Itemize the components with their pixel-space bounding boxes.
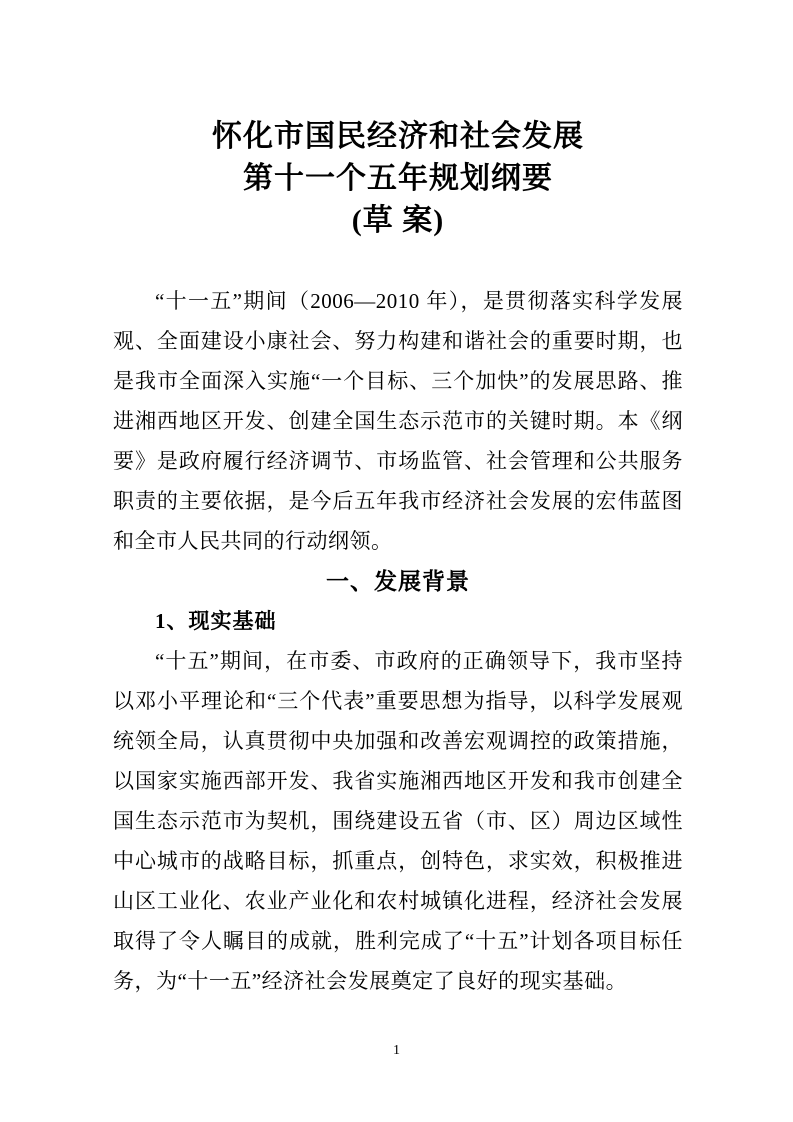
page-number: 1	[393, 1043, 400, 1058]
document-title-line-1: 怀化市国民经济和社会发展	[212, 120, 584, 153]
subsection-1-1-heading: 1、现实基础	[155, 609, 277, 633]
document-title	[113, 116, 683, 242]
subsection-1-1-paragraph: “十五”期间，在市委、市政府的正确领导下，我市坚持以邓小平理论和“三个代表”重要思想为指导，以科学发展观统领全局，认真贯彻中央加强和改善宏观调控的政策措施，以国家实施西部开发、我省实施湘西地区开发和我市创建全国生态示范市为契机，围绕建设五省（市、区）周边区域性中心城市的战略目标，抓重点，创特色，求实效，积极推进山区工业化、农业产业化和农村城镇化进程，经济社会发展取得了令人瞩目的成就，胜利完成了“十五”计划各项目标任务，为“十一五”经济社会发展奠定了良好的现实基础。	[113, 649, 683, 993]
document-title-line-2: 第十一个五年规划纲要	[243, 162, 553, 195]
document-title-line-3: (草 案)	[351, 204, 445, 237]
intro-paragraph: “十一五”期间（2006—2010 年），是贯彻落实科学发展观、全面建设小康社会、努力构建和谐社会的重要时期，也是我市全面深入实施“一个目标、三个加快”的发展思路、推进湘西地区开发、创建全国生态示范市的关键时期。本《纲要》是政府履行经济调节、市场监管、社会管理和公共服务职责的主要依据，是今后五年我市经济社会发展的宏伟蓝图和全市人民共同的行动纲领。	[113, 289, 683, 553]
section-1-heading: 一、发展背景	[326, 568, 470, 594]
